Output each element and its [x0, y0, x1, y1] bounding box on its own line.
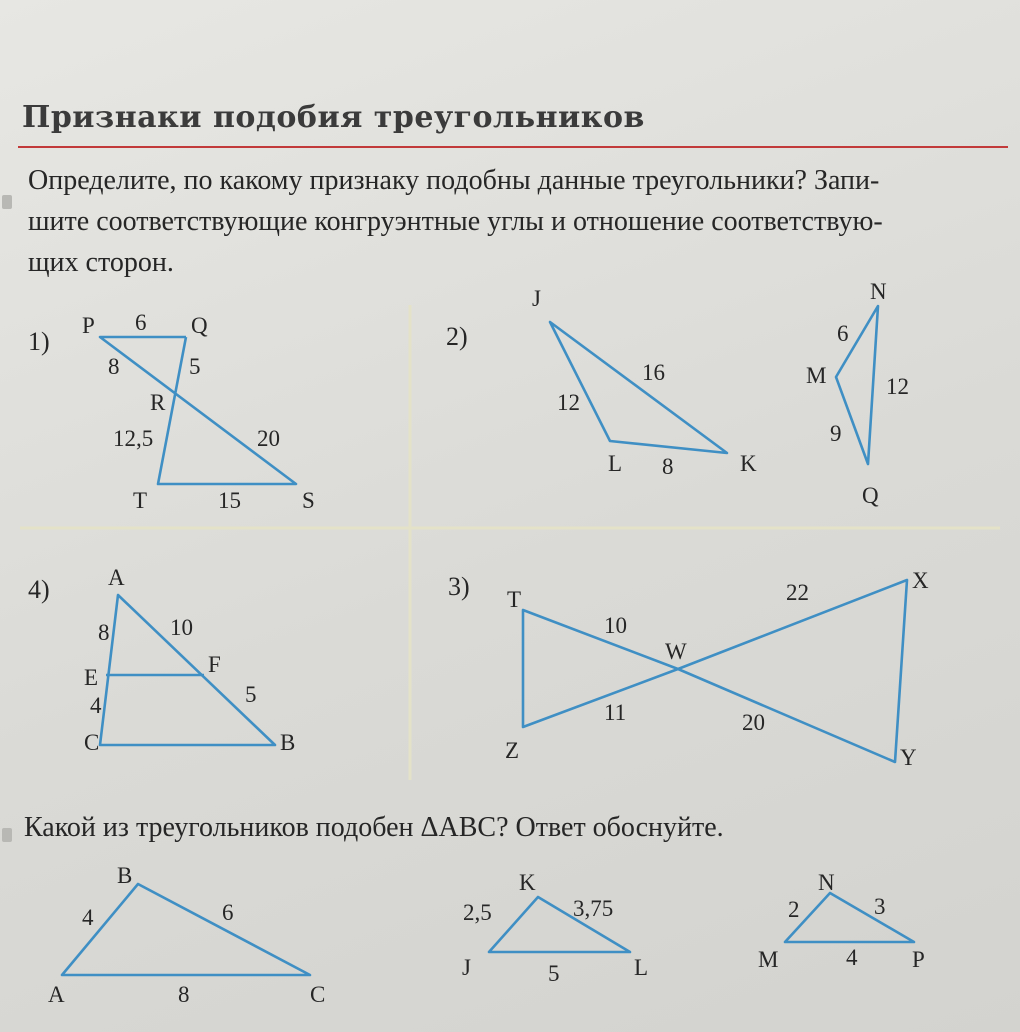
point-c-abc: C: [310, 982, 326, 1007]
point-a: A: [108, 565, 125, 590]
label-rt: 12,5: [113, 426, 154, 451]
figure-3-number: 3): [448, 572, 470, 601]
point-j: J: [532, 286, 541, 311]
label-wy: 20: [742, 710, 765, 735]
label-zw: 11: [604, 700, 627, 725]
point-n: N: [870, 279, 887, 304]
triangle-wxy: [678, 580, 907, 762]
label-ts: 15: [218, 488, 241, 513]
point-b-abc: B: [117, 863, 133, 888]
point-k: K: [740, 451, 757, 476]
label-ac: 8: [178, 982, 190, 1007]
page-title: Признаки подобия треугольников: [22, 100, 645, 135]
label-rs: 20: [257, 426, 280, 451]
figure-2: [446, 279, 909, 508]
label-mp-nmp: 4: [846, 945, 858, 970]
figure-1-number: 1): [28, 327, 50, 356]
point-z: Z: [505, 738, 520, 763]
task-1-line-3: щих сторон.: [28, 247, 174, 278]
label-tw: 10: [604, 613, 627, 638]
label-ab: 4: [82, 905, 94, 930]
triangle-nmp: [758, 870, 925, 972]
label-af: 10: [170, 615, 193, 640]
point-n-nmp: N: [818, 870, 835, 895]
point-m-nmp: M: [758, 947, 779, 972]
label-bc: 6: [222, 900, 234, 925]
triangle-kjl: [462, 870, 648, 986]
label-jk-kjl: 2,5: [463, 900, 492, 925]
label-pr: 8: [108, 354, 120, 379]
point-t: T: [133, 488, 148, 513]
point-x: X: [912, 568, 929, 593]
point-c: C: [84, 730, 100, 755]
label-nq: 12: [886, 374, 909, 399]
point-q2: Q: [862, 483, 879, 508]
triangle-jlk: [550, 322, 727, 453]
point-t2: T: [507, 587, 522, 612]
point-m: M: [806, 363, 827, 388]
figure-2-number: 2): [446, 322, 468, 351]
label-jk: 16: [642, 360, 665, 385]
point-k-kjl: K: [519, 870, 536, 895]
point-f: F: [208, 652, 221, 677]
label-fb: 5: [245, 682, 257, 707]
task-2-text: Какой из треугольников подобен ΔABC? Ответ обоснуйте.: [24, 812, 724, 843]
point-w: W: [665, 639, 687, 664]
point-j-kjl: J: [462, 955, 471, 980]
label-jl: 12: [557, 390, 580, 415]
figure-3: [448, 568, 929, 770]
label-jl-kjl: 5: [548, 961, 560, 986]
label-mn: 6: [837, 321, 849, 346]
triangle-abc: [48, 863, 325, 1007]
point-p: P: [82, 313, 95, 338]
point-b: B: [280, 730, 296, 755]
triangle-tzw: [523, 610, 678, 727]
point-q: Q: [191, 313, 208, 338]
triangle-abc-lines: [62, 884, 310, 975]
point-r: R: [150, 390, 166, 415]
label-qr: 5: [189, 354, 201, 379]
point-s: S: [302, 488, 315, 513]
point-e: E: [84, 665, 99, 690]
label-wx: 22: [786, 580, 809, 605]
figure-1: [28, 310, 315, 513]
label-pq: 6: [135, 310, 147, 335]
point-l-kjl: L: [634, 955, 649, 980]
point-a-abc: A: [48, 982, 65, 1007]
label-mn-nmp: 2: [788, 897, 800, 922]
point-p-nmp: P: [912, 947, 925, 972]
label-kl-kjl: 3,75: [573, 896, 614, 921]
label-ae: 8: [98, 620, 110, 645]
label-mq: 9: [830, 421, 842, 446]
label-np-nmp: 3: [874, 894, 886, 919]
figure-4-number: 4): [28, 575, 50, 604]
task-1-line-1: Определите, по какому признаку подобны данные треугольники? Запи-: [28, 165, 880, 196]
point-l: L: [608, 451, 623, 476]
point-y: Y: [900, 745, 917, 770]
figure-4: [28, 565, 295, 755]
task-1-line-2: шите соответствующие конгруэнтные углы и отношение соответствую-: [28, 206, 883, 237]
label-lk: 8: [662, 454, 674, 479]
label-ec: 4: [90, 693, 102, 718]
triangle-nmp-lines: [785, 893, 914, 942]
